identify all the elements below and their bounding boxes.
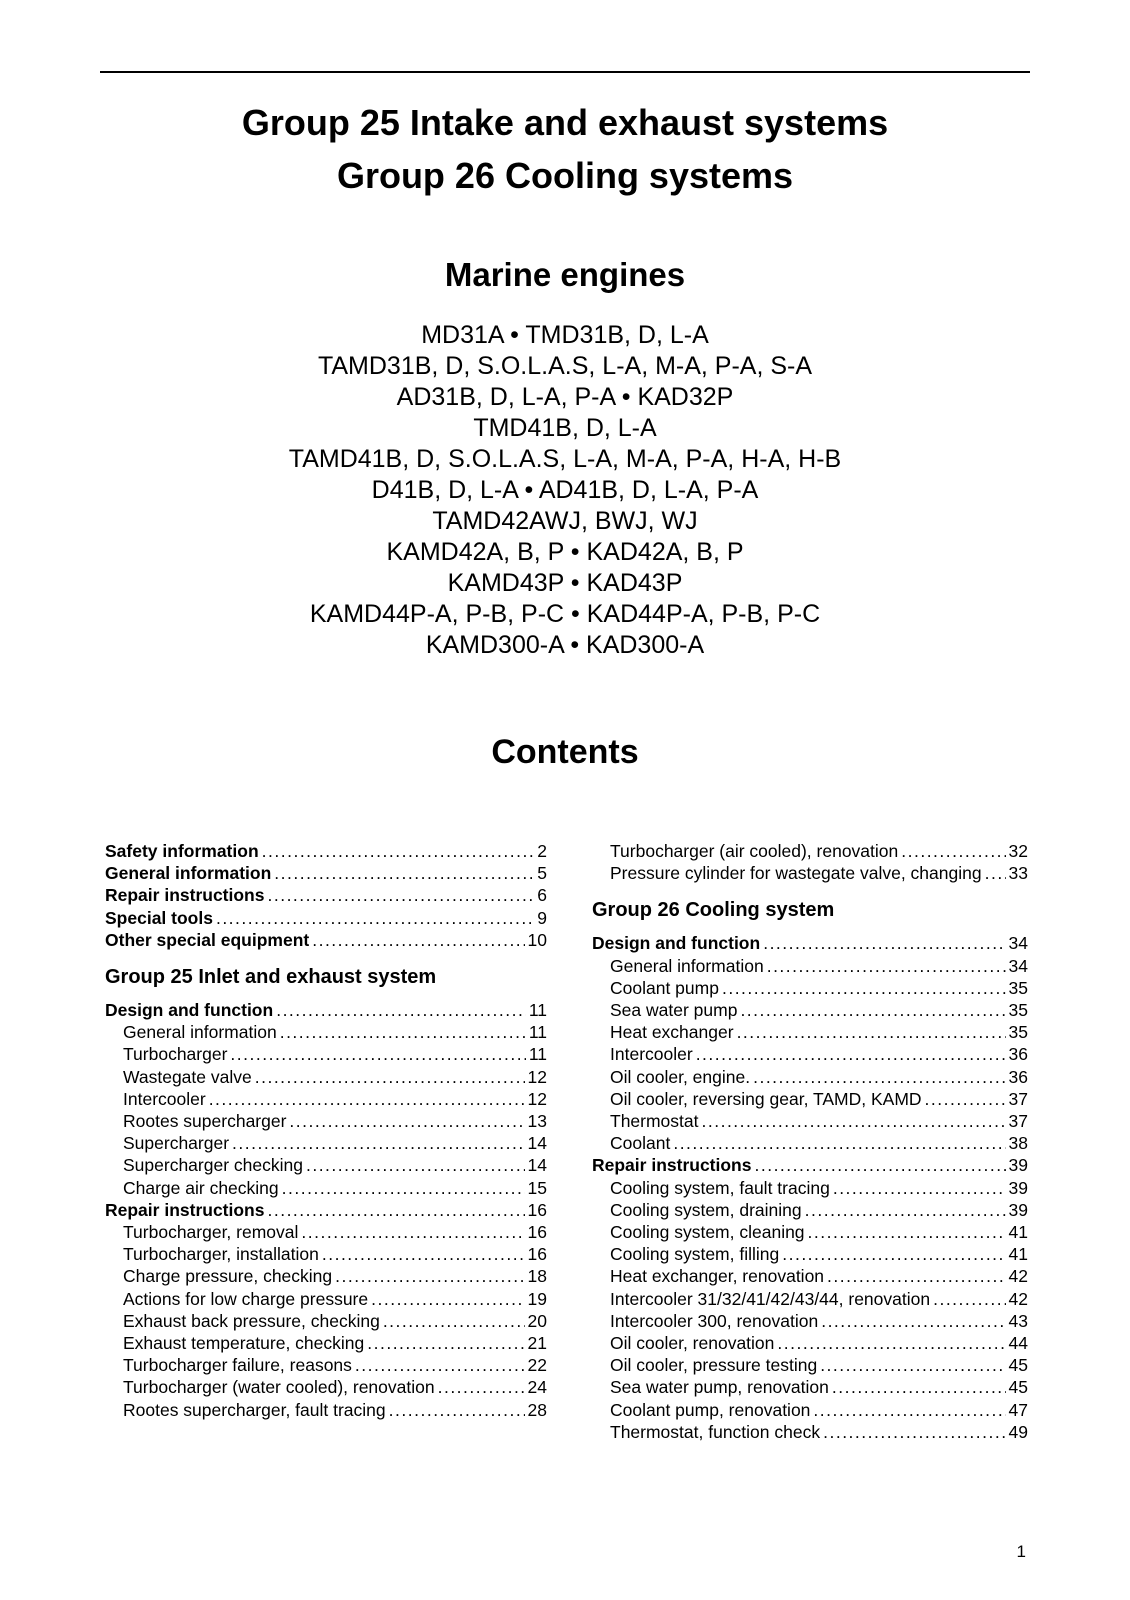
toc-entry-label: Oil cooler, pressure testing [610, 1355, 818, 1376]
toc-page-number: 36 [1008, 1044, 1028, 1065]
contents-heading: Contents [491, 733, 639, 771]
toc-entry-label: Actions for low charge pressure [123, 1288, 369, 1309]
toc-entry-label: Charge pressure, checking [123, 1266, 333, 1287]
toc-dot-leader [823, 1421, 1005, 1443]
toc-entry-label: Cooling system, fault tracing [610, 1177, 830, 1198]
toc-dot-leader [367, 1332, 524, 1354]
toc-entry [592, 999, 1028, 1021]
toc-entry-label: Turbocharger [123, 1044, 228, 1065]
toc-page-number: 9 [537, 907, 547, 928]
toc-column-left [105, 840, 547, 1421]
toc-entry [105, 1310, 547, 1332]
title-line-2: Group 26 Cooling systems [336, 155, 794, 196]
toc-entry-label: General information [123, 1022, 277, 1043]
toc-entry-label: Turbocharger, removal [123, 1222, 299, 1243]
toc-dot-leader [276, 999, 526, 1021]
engine-model-line: AD31B, D, L-A, P-A • KAD32P [396, 383, 734, 411]
toc-page-number: 20 [527, 1310, 547, 1331]
toc-entry-label: Heat exchanger, renovation [610, 1266, 825, 1287]
toc-page-number: 10 [527, 929, 547, 950]
engine-model-line: TAMD31B, D, S.O.L.A.S, L-A, M-A, P-A, S-A [317, 352, 813, 380]
toc-entry [592, 1332, 1028, 1354]
toc-dot-leader [763, 932, 1005, 954]
toc-page-number: 35 [1008, 977, 1028, 998]
toc-dot-leader [740, 999, 1005, 1021]
toc-entry-label: Pressure cylinder for wastegate valve, changing [610, 863, 982, 884]
toc-entry-label: Turbocharger, installation [123, 1244, 319, 1265]
toc-entry [592, 932, 1028, 954]
toc-entry-label: Intercooler [123, 1088, 206, 1109]
toc-entry [592, 1354, 1028, 1376]
toc-entry-label: Turbocharger (air cooled), renovation [610, 841, 899, 861]
toc-entry [592, 1154, 1028, 1176]
toc-page-number: 47 [1008, 1399, 1028, 1420]
toc-dot-leader [827, 1265, 1005, 1287]
toc-entry [105, 1066, 547, 1088]
toc-entry-label: Coolant pump [610, 977, 719, 998]
toc-dot-leader [383, 1310, 525, 1332]
toc-entry [105, 1332, 547, 1354]
engine-model-line: KAMD300-A • KAD300-A [425, 631, 705, 659]
toc-entry-label: Rootes supercharger [123, 1111, 287, 1132]
top-rule [100, 71, 1030, 73]
toc-dot-leader [820, 1354, 1005, 1376]
toc-entry-label: Supercharger checking [123, 1155, 303, 1176]
toc-dot-leader [232, 1132, 524, 1154]
toc-entry [592, 1310, 1028, 1332]
toc-page-number: 19 [527, 1288, 547, 1309]
toc-entry [105, 1221, 547, 1243]
toc-entry [105, 1177, 547, 1199]
toc-entry [592, 977, 1028, 999]
toc-column-right [592, 840, 1028, 1443]
toc-entry [105, 884, 547, 906]
toc-dot-leader [355, 1354, 525, 1376]
toc-entry [105, 1354, 547, 1376]
toc-page-number: 43 [1008, 1310, 1028, 1331]
toc-entry [592, 840, 1028, 862]
toc-entry [592, 862, 1028, 884]
toc-page-number: 33 [1008, 863, 1028, 884]
toc-entry [105, 1265, 547, 1287]
engine-model-line: KAMD44P-A, P-B, P-C • KAD44P-A, P-B, P-C [309, 600, 821, 628]
toc-page-number: 11 [528, 1022, 547, 1043]
toc-group-heading: Group 26 Cooling system [592, 899, 835, 922]
toc-page-number: 12 [527, 1088, 547, 1109]
toc-dot-leader [833, 1177, 1006, 1199]
toc-entry [105, 1199, 547, 1221]
toc-entry [592, 1265, 1028, 1287]
toc-entry-label: Turbocharger failure, reasons [123, 1355, 352, 1376]
toc-entry [105, 862, 547, 884]
toc-dot-leader [255, 1066, 525, 1088]
toc-page-number: 18 [527, 1266, 547, 1287]
toc-dot-leader [808, 1221, 1006, 1243]
toc-dot-leader [280, 1021, 526, 1043]
toc-entry [105, 840, 547, 862]
toc-page-number: 2 [537, 841, 547, 861]
toc-dot-leader [832, 1376, 1006, 1398]
toc-page-number: 22 [527, 1355, 547, 1376]
toc-entry [592, 1021, 1028, 1043]
toc-entry-label: Cooling system, draining [610, 1199, 802, 1220]
toc-page-number: 32 [1008, 841, 1028, 861]
toc-entry-label: Intercooler 300, renovation [610, 1310, 819, 1331]
toc-entry [105, 907, 547, 929]
toc-entry-label: Thermostat, function check [610, 1421, 821, 1442]
toc-entry-label: Wastegate valve [123, 1066, 252, 1087]
engine-model-line: TAMD42AWJ, BWJ, WJ [432, 507, 698, 535]
toc-dot-leader [696, 1043, 1006, 1065]
toc-entry [592, 1199, 1028, 1221]
toc-dot-leader [985, 862, 1006, 884]
toc-page-number: 12 [527, 1066, 547, 1087]
toc-page-number: 16 [527, 1199, 547, 1220]
toc-page-number: 39 [1008, 1199, 1028, 1220]
toc-entry [105, 999, 547, 1021]
toc-entry-label: Repair instructions [105, 1199, 265, 1220]
toc-entry [105, 1154, 547, 1176]
engine-model-line: TMD41B, D, L-A [473, 414, 657, 442]
toc-dot-leader [335, 1265, 524, 1287]
toc-page-number: 6 [537, 885, 547, 906]
toc-dot-leader [312, 929, 524, 951]
toc-entry [592, 1243, 1028, 1265]
engine-model-line: KAMD43P • KAD43P [447, 569, 683, 597]
toc-dot-leader [767, 955, 1006, 977]
toc-entry-label: Repair instructions [105, 885, 265, 906]
toc-dot-leader [753, 1066, 1005, 1088]
toc-dot-leader [813, 1399, 1005, 1421]
toc-page-number: 35 [1008, 1022, 1028, 1043]
toc-dot-leader [216, 907, 534, 929]
toc-entry-label: Design and function [592, 933, 761, 954]
toc-dot-leader [933, 1288, 1005, 1310]
toc-entry [105, 1110, 547, 1132]
toc-entry-label: Oil cooler, engine. [610, 1066, 751, 1087]
toc-dot-leader [282, 1177, 525, 1199]
toc-entry-label: General information [105, 863, 272, 884]
toc-dot-leader [301, 1221, 524, 1243]
engine-model-line: KAMD42A, B, P • KAD42A, B, P [386, 538, 744, 566]
toc-dot-leader [306, 1154, 525, 1176]
engine-model-line: D41B, D, L-A • AD41B, D, L-A, P-A [371, 476, 759, 504]
toc-entry [592, 1177, 1028, 1199]
toc-page-number: 36 [1008, 1066, 1028, 1087]
toc-entry-label: Special tools [105, 907, 213, 928]
toc-entry [105, 1088, 547, 1110]
toc-entry-label: Rootes supercharger, fault tracing [123, 1399, 386, 1420]
toc-entry-label: Charge air checking [123, 1177, 279, 1198]
toc-page-number: 14 [527, 1155, 547, 1176]
toc-page-number: 16 [527, 1222, 547, 1243]
toc-dot-leader [322, 1243, 525, 1265]
toc-page-number: 24 [527, 1377, 547, 1398]
toc-page-number: 37 [1008, 1111, 1028, 1132]
toc-dot-leader [737, 1021, 1006, 1043]
toc-dot-leader [389, 1399, 525, 1421]
toc-entry-label: Exhaust temperature, checking [123, 1333, 365, 1354]
toc-dot-leader [702, 1110, 1006, 1132]
toc-entry-label: Intercooler 31/32/41/42/43/44, renovation [610, 1288, 931, 1309]
title-line-1: Group 25 Intake and exhaust systems [241, 102, 889, 143]
toc-entry-label: Oil cooler, reversing gear, TAMD, KAMD [610, 1088, 922, 1109]
toc-entry-label: Repair instructions [592, 1155, 752, 1176]
toc-page-number: 11 [528, 1044, 547, 1065]
toc-entry-label: Safety information [105, 841, 259, 861]
toc-dot-leader [274, 862, 534, 884]
toc-entry [592, 1421, 1028, 1443]
toc-entry-label: Cooling system, filling [610, 1244, 780, 1265]
toc-dot-leader [782, 1243, 1005, 1265]
toc-entry-label: Coolant [610, 1133, 671, 1154]
toc-entry-label: Oil cooler, renovation [610, 1333, 775, 1354]
toc-entry [105, 1021, 547, 1043]
toc-dot-leader [901, 840, 1005, 862]
toc-page-number: 45 [1008, 1377, 1028, 1398]
toc-dot-leader [230, 1043, 525, 1065]
toc-entry [592, 1088, 1028, 1110]
toc-dot-leader [925, 1088, 1006, 1110]
toc-entry-label: Other special equipment [105, 929, 310, 950]
toc-page-number: 11 [528, 1000, 547, 1021]
toc-dot-leader [267, 1199, 524, 1221]
toc-entry-label: General information [610, 955, 764, 976]
toc-dot-leader [821, 1310, 1005, 1332]
toc-dot-leader [262, 840, 535, 862]
toc-entry [105, 1399, 547, 1421]
toc-page-number: 14 [527, 1133, 547, 1154]
toc-entry [592, 1110, 1028, 1132]
toc-entry [105, 1132, 547, 1154]
toc-page-number: 41 [1008, 1244, 1028, 1265]
toc-dot-leader [438, 1376, 525, 1398]
toc-entry [105, 1043, 547, 1065]
page-number: 1 [1016, 1542, 1026, 1561]
toc-page-number: 41 [1008, 1222, 1028, 1243]
toc-entry-label: Supercharger [123, 1133, 230, 1154]
toc-entry-label: Sea water pump, renovation [610, 1377, 829, 1398]
toc-dot-leader [209, 1088, 525, 1110]
toc-entry-label: Thermostat [610, 1111, 699, 1132]
toc-entry [105, 929, 547, 951]
engine-model-list [0, 320, 1130, 661]
toc-page-number: 15 [527, 1177, 547, 1198]
toc-dot-leader [267, 884, 534, 906]
toc-dot-leader [371, 1288, 524, 1310]
subtitle-marine-engines: Marine engines [444, 256, 686, 293]
toc-page-number: 37 [1008, 1088, 1028, 1109]
toc-page-number: 28 [527, 1399, 547, 1420]
toc-dot-leader [777, 1332, 1005, 1354]
toc-page-number: 39 [1008, 1177, 1028, 1198]
toc-page-number: 34 [1008, 955, 1028, 976]
toc-page-number: 34 [1008, 933, 1028, 954]
toc-entry-label: Intercooler [610, 1044, 693, 1065]
toc-entry [592, 1132, 1028, 1154]
toc-entry [592, 1043, 1028, 1065]
toc-page-number: 49 [1008, 1421, 1028, 1442]
toc-entry-label: Sea water pump [610, 1000, 738, 1021]
toc-entry-label: Coolant pump, renovation [610, 1399, 811, 1420]
toc-page-number: 13 [527, 1111, 547, 1132]
toc-page-number: 5 [537, 863, 547, 884]
toc-entry-label: Heat exchanger [610, 1022, 734, 1043]
toc-entry-label: Design and function [105, 1000, 274, 1021]
toc-entry [592, 1399, 1028, 1421]
toc-entry-label: Turbocharger (water cooled), renovation [123, 1377, 435, 1398]
toc-entry [592, 955, 1028, 977]
toc-page-number: 16 [527, 1244, 547, 1265]
toc-page-number: 45 [1008, 1355, 1028, 1376]
toc-entry-label: Cooling system, cleaning [610, 1222, 805, 1243]
toc-entry [105, 1376, 547, 1398]
toc-entry [592, 1221, 1028, 1243]
toc-entry [592, 1066, 1028, 1088]
toc-page-number: 38 [1008, 1133, 1028, 1154]
toc-dot-leader [805, 1199, 1006, 1221]
toc-entry [105, 1288, 547, 1310]
toc-entry [592, 1376, 1028, 1398]
toc-page-number: 35 [1008, 1000, 1028, 1021]
toc-group-heading: Group 25 Inlet and exhaust system [105, 966, 437, 989]
toc-dot-leader [722, 977, 1006, 999]
document-title [0, 96, 1130, 202]
toc-page-number: 42 [1008, 1266, 1028, 1287]
toc-page-number: 44 [1008, 1333, 1028, 1354]
engine-model-line: MD31A • TMD31B, D, L-A [421, 321, 709, 349]
toc-dot-leader [754, 1154, 1005, 1176]
toc-dot-leader [289, 1110, 524, 1132]
toc-dot-leader [673, 1132, 1005, 1154]
toc-entry [592, 1288, 1028, 1310]
toc-entry-label: Exhaust back pressure, checking [123, 1310, 380, 1331]
toc-page-number: 21 [527, 1333, 547, 1354]
toc-page-number: 39 [1008, 1155, 1028, 1176]
toc-entry [105, 1243, 547, 1265]
engine-model-line: TAMD41B, D, S.O.L.A.S, L-A, M-A, P-A, H-A, H-B [288, 445, 842, 473]
toc-page-number: 42 [1008, 1288, 1028, 1309]
